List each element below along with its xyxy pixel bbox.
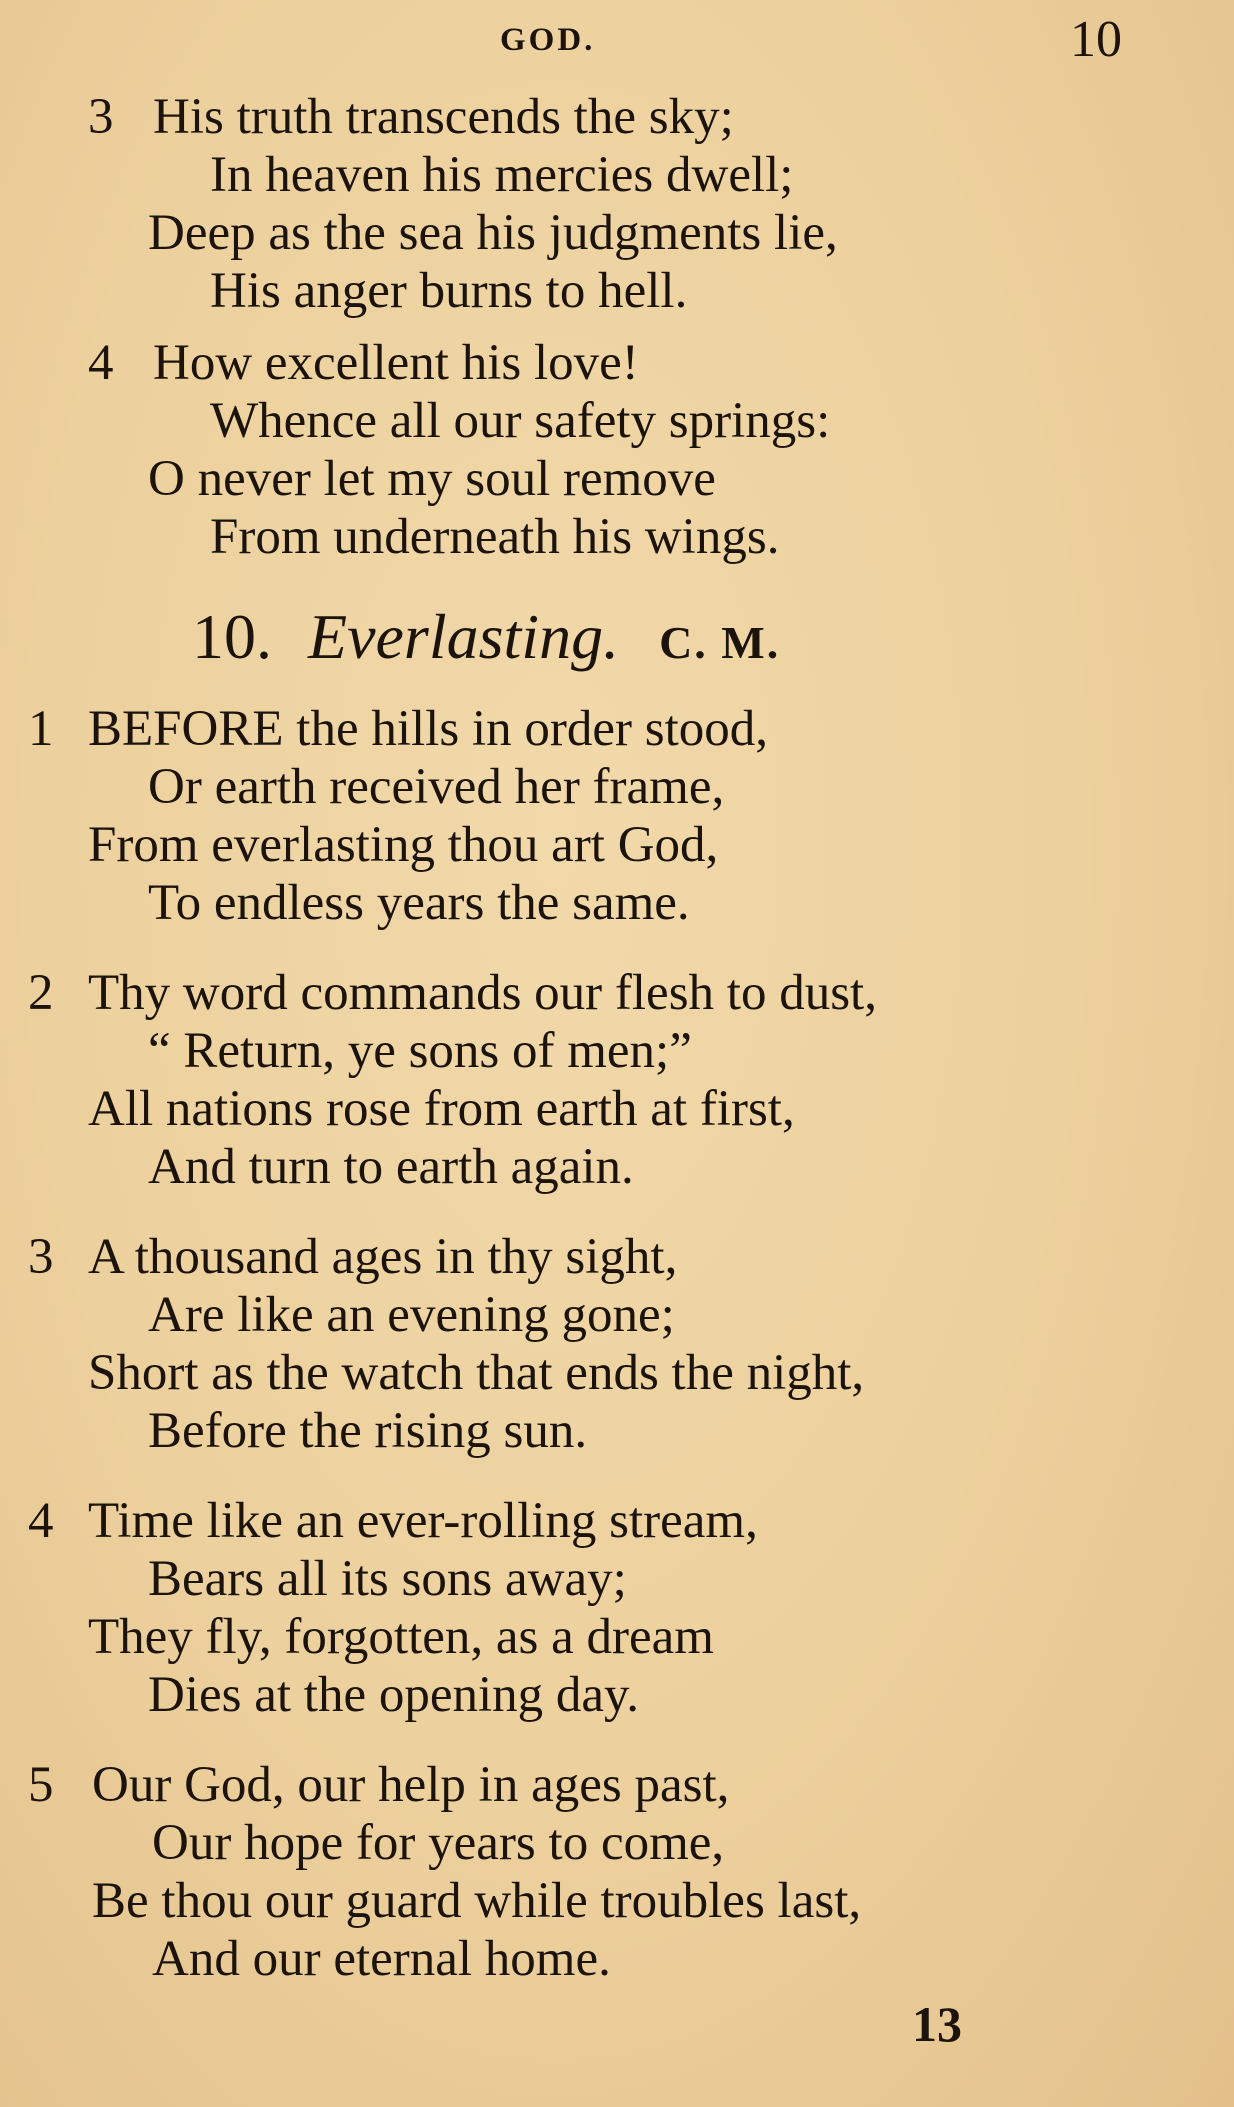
verse-line: Our hope for years to come, (152, 1815, 725, 1871)
verse-number: 4 (28, 1493, 54, 1549)
verse-line: His truth transcends the sky; (153, 89, 734, 145)
verse-line: Bears all its sons away; (148, 1551, 627, 1607)
verse-line: “ Return, ye sons of men;” (148, 1023, 692, 1079)
verse-number: 3 (28, 1229, 54, 1285)
page-number: 10 (1070, 11, 1122, 68)
running-title: GOD. (500, 22, 596, 58)
verse-line: Time like an ever-rolling stream, (88, 1493, 758, 1549)
signature-mark: 13 (912, 1996, 962, 2052)
verse-line: A thousand ages in thy sight, (88, 1229, 678, 1285)
verse-number: 3 (88, 89, 114, 145)
verse-line: O never let my soul remove (148, 451, 716, 507)
hymn-title: Everlasting. (308, 601, 620, 672)
verse-line: Whence all our safety springs: (210, 393, 831, 449)
verse-line: Dies at the opening day. (148, 1667, 639, 1723)
verse-line: In heaven his mercies dwell; (210, 147, 794, 203)
verse-line: Deep as the sea his judgments lie, (148, 205, 838, 261)
verse-number: 1 (28, 701, 54, 757)
verse-line: Be thou our guard while troubles last, (92, 1873, 862, 1929)
verse-line: To endless years the same. (148, 875, 690, 931)
verse-line: From underneath his wings. (210, 509, 780, 565)
verse-number: 4 (88, 335, 114, 391)
verse-line: All nations rose from earth at first, (88, 1081, 795, 1137)
verse-line: They fly, forgotten, as a dream (88, 1609, 714, 1665)
hymn-number: 10. (192, 601, 272, 672)
verse-line: Or earth received her frame, (148, 759, 725, 815)
verse-line: Before the rising sun. (148, 1403, 588, 1459)
verse-line: And our eternal home. (152, 1931, 611, 1987)
verse-line: Short as the watch that ends the night, (88, 1345, 865, 1401)
verse-line: Thy word commands our flesh to dust, (88, 965, 877, 1021)
verse-line: Our God, our help in ages past, (92, 1757, 730, 1813)
verse-line: Are like an evening gone; (148, 1287, 675, 1343)
hymn-heading (192, 601, 781, 672)
verse-line: How excellent his love! (153, 335, 639, 391)
verse-number: 2 (28, 965, 54, 1021)
verse-line: His anger burns to hell. (210, 263, 688, 319)
verse-line: And turn to earth again. (148, 1139, 634, 1195)
verse-line: BEFORE the hills in order stood, (88, 701, 768, 757)
hymn-meter: C. M. (659, 617, 781, 668)
verse-number: 5 (28, 1757, 54, 1813)
verse-line: From everlasting thou art God, (88, 817, 719, 873)
